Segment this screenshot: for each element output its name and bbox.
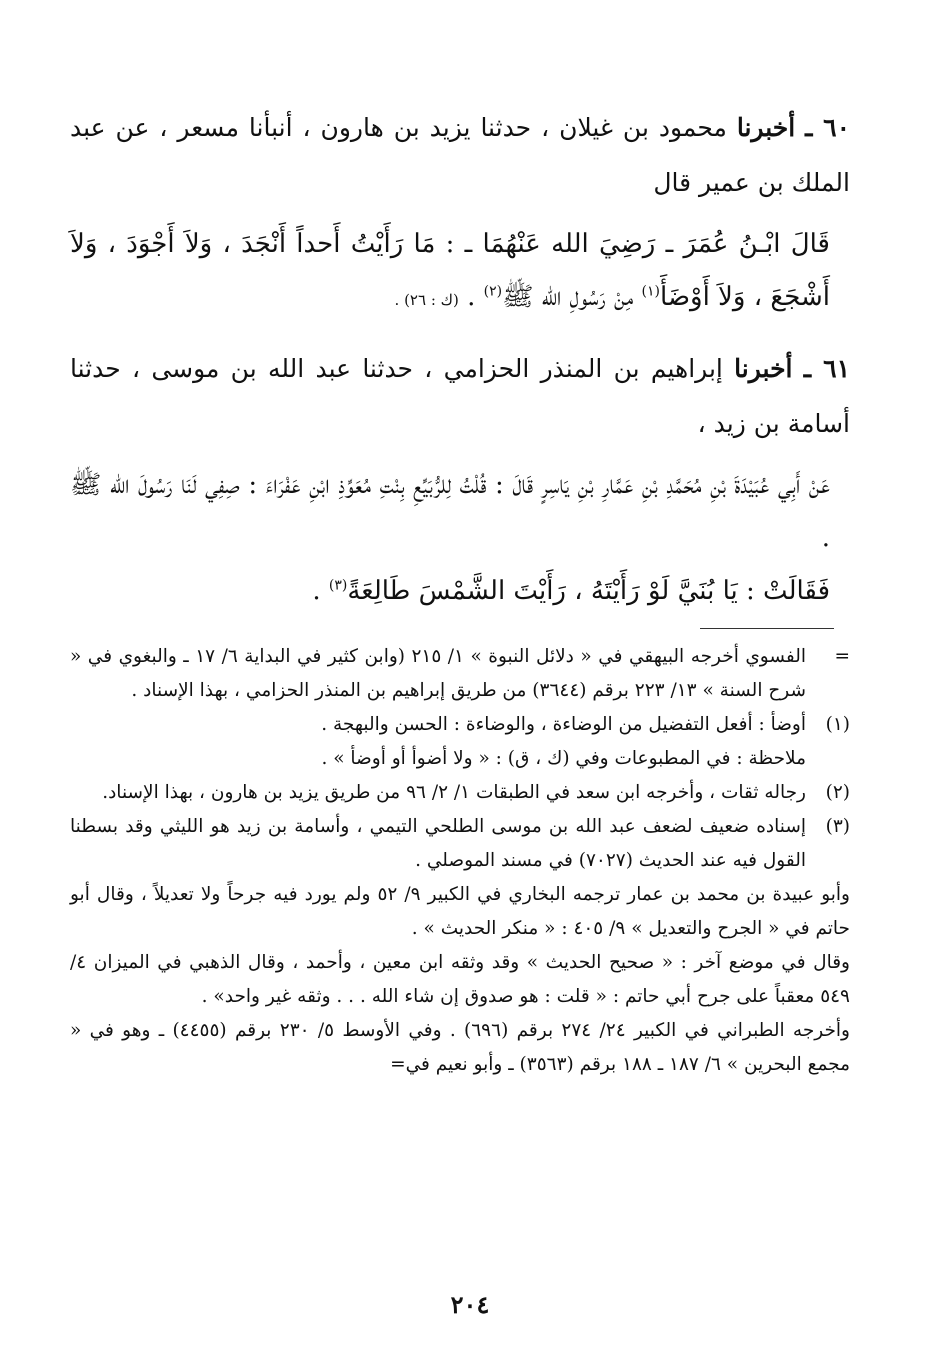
hadith-60-matn-2: مِنْ رَسُولِ الله ﷺ bbox=[502, 282, 634, 312]
hadith-61-number: ٦١ ـ bbox=[803, 354, 850, 383]
footnote-2-mark: (٢) bbox=[825, 782, 850, 803]
footnote-1-remark bbox=[70, 742, 850, 776]
hadith-61-isnad-text: إبراهيم بن المنذر الحزامي ، حدثنا عبد الله بن موسى ، حدثنا أسامة بن زيد ، bbox=[70, 354, 850, 438]
footnote-1-mark: (١) bbox=[825, 714, 850, 735]
hadith-60-source: (ك : ٢٦) . bbox=[394, 291, 459, 309]
hadith-60-lead: أخبرنا bbox=[736, 113, 796, 142]
footnote-1-cont: ملاحظة : في المطبوعات وفي (ك ، ق) : « ولا أضوأ أو أوضأ » . bbox=[321, 748, 806, 769]
continuation-mark: = bbox=[834, 646, 850, 667]
hadith-60-matn bbox=[70, 218, 850, 327]
hadith-60-isnad bbox=[70, 100, 850, 210]
footnote-ref-2: (٢) bbox=[483, 283, 503, 300]
footnote-3-mark: (٣) bbox=[825, 816, 850, 837]
main-text bbox=[70, 100, 850, 618]
footnote-ref-1: (١) bbox=[641, 283, 661, 300]
hadith-61-isnad bbox=[70, 341, 850, 451]
hadith-61-matn-2-line bbox=[70, 565, 850, 618]
footnote-3-para-2: وأبو عبيدة بن محمد بن عمار ترجمه البخاري في الكبير ٩/ ٥٢ ولم يورد فيه جرحاً ولا تعديلاً ، وقال أبو حاتم في « الجرح والتعديل » ٩/ ٤٠٥ : « منكر الحديث » . bbox=[70, 884, 850, 939]
footnote-3-para-4: وأخرجه الطبراني في الكبير ٢٤/ ٢٧٤ برقم (٦٩٦) . وفي الأوسط ٥/ ٢٣٠ برقم (٤٤٥٥) ـ وهو في « مجمع البحرين » ٦/ ١٨٧ ـ ١٨٨ برقم (٣٥٦٣) ـ وأبو نعيم في= bbox=[70, 1020, 850, 1075]
continuation-text: الفسوي أخرجه البيهقي في « دلائل النبوة » ١/ ٢١٥ (وابن كثير في البداية ٦/ ١٧ ـ والبغوي في « شرح السنة » ١٣/ ٢٢٣ برقم (٣٦٤٤) من طريق إبراهيم بن المنذر الحزامي ، بهذا الإسناد . bbox=[70, 646, 806, 701]
hadith-60-isnad-text: محمود بن غيلان ، حدثنا يزيد بن هارون ، أنبأنا مسعر ، عن عبد الملك بن عمير قال bbox=[70, 113, 850, 197]
hadith-61-matn-2: فَقَالَتْ : يَا بُنَيَّ لَوْ رَأَيْتَهُ ، رَأَيْتَ الشَّمْسَ طَالِعَةً bbox=[347, 576, 830, 606]
hadith-61-matn-1: عَنْ أَبِي عُبَيْدَةَ بْنِ مُحَمَّدِ بْنِ عَمَّارِ بْنِ يَاسِرٍ قَالَ : قُلْتُ لِلرُّبَيِّعِ بِنْتِ مُعَوِّذِ ابْنِ عَفْرَاءَ : صِفِي لَنَا رَسُولَ الله ﷺ . bbox=[70, 470, 830, 553]
hadith-61-lead: أخبرنا bbox=[734, 354, 793, 383]
page-number: ٢٠٤ bbox=[450, 1290, 490, 1319]
hadith-61-matn-end: . bbox=[312, 576, 321, 606]
footnote-2 bbox=[70, 776, 850, 810]
footnote-3 bbox=[70, 810, 850, 878]
footnote-1 bbox=[70, 708, 850, 742]
footnote-ref-3: (٣) bbox=[328, 577, 348, 594]
footnote-3-text: إسناده ضعيف لضعف عبد الله بن موسى الطلحي التيمي ، وأسامة بن زيد هو الليثي وقد بسطنا القول فيه عند الحديث (٧٠٢٧) في مسند الموصلي . bbox=[70, 816, 806, 871]
footnote-3-para-3: وقال في موضع آخر : « صحيح الحديث » وقد وثقه ابن معين ، وأحمد ، وقال الذهبي في الميزان ٤/ ٥٤٩ معقباً على جرح أبي حاتم : « قلت : هو صدوق إن شاء الله . . . وثقه غير واحد» . bbox=[70, 952, 850, 1007]
footnote-1-text: أوضأ : أفعل التفضيل من الوضاءة ، والوضاءة : الحسن والبهجة . bbox=[321, 714, 806, 735]
footnote-continuation bbox=[70, 640, 850, 708]
hadith-60-matn-end: . bbox=[467, 282, 476, 312]
hadith-60-matn-1: قَالَ ابْـنُ عُمَرَ ـ رَضِيَ الله عَنْهُمَا ـ : مَا رَأَيْتُ أَحداً أَنْجَدَ ، وَلاَ أَجْوَدَ ، وَلاَ أَشْجَعَ ، وَلاَ أَوْضَأَ bbox=[70, 229, 830, 312]
footnote-separator bbox=[700, 628, 834, 629]
footnote-2-text: رجاله ثقات ، وأخرجه ابن سعد في الطبقات ١/ ٢/ ٩٦ من طريق يزيد بن هارون ، بهذا الإسناد. bbox=[102, 782, 806, 803]
footnotes bbox=[70, 640, 850, 1082]
hadith-60-number: ٦٠ ـ bbox=[805, 113, 851, 142]
